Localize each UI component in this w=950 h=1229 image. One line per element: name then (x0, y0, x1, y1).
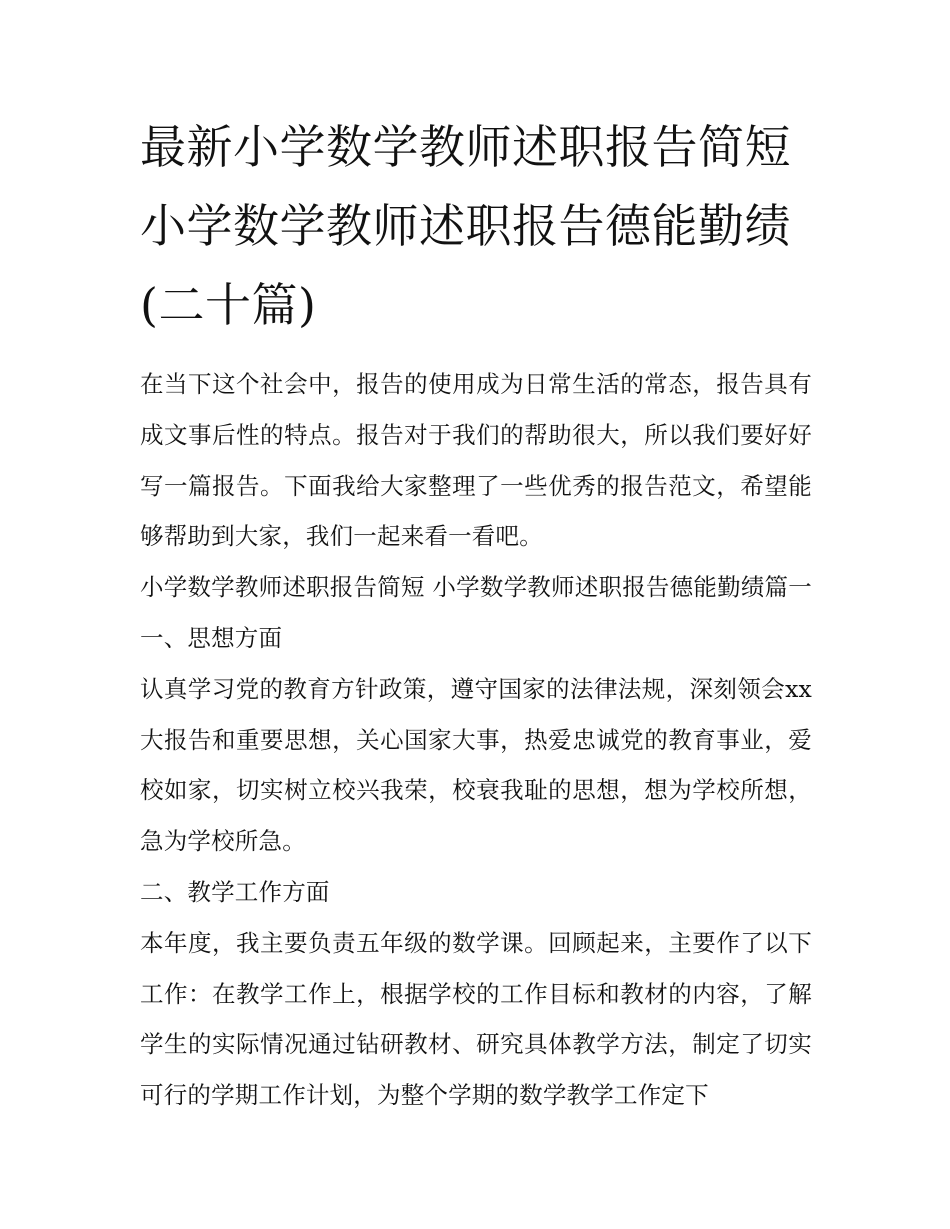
section-heading-thought: 小学数学教师述职报告简短 小学数学教师述职报告德能勤绩篇一 一、思想方面 (140, 573, 812, 652)
document-title: 最新小学数学教师述职报告简短 小学数学教师述职报告德能勤绩(二十篇) (140, 120, 791, 332)
intro-paragraph: 在当下这个社会中，报告的使用成为日常生活的常态，报告具有成文事后性的特点。报告对于我们的帮助很大，所以我们要好好写一篇报告。下面我给大家整理了一些优秀的报告范文，希望能够帮助到大家，我们一起来看一看吧。 (140, 370, 812, 551)
thought-paragraph: 认真学习党的教育方针政策，遵守国家的法律法规，深刻领会xx大报告和重要思想，关心国家大事，热爱忠诚党的教育事业，爱校如家，切实树立校兴我荣，校衰我耻的思想，想为学校所想，急为学校所急。 (140, 674, 812, 856)
document-body (140, 359, 812, 1121)
teaching-paragraph: 本年度，我主要负责五年级的数学课。回顾起来，主要作了以下工作：在教学工作上，根据学校的工作目标和教材的内容，了解学生的实际情况通过钻研教材、研究具体教学方法，制定了切实可行的学期工作计划，为整个学期的数学教学工作定下 (140, 928, 812, 1110)
document-page (140, 108, 812, 1121)
section-heading-teaching: 二、教学工作方面 (140, 877, 330, 906)
